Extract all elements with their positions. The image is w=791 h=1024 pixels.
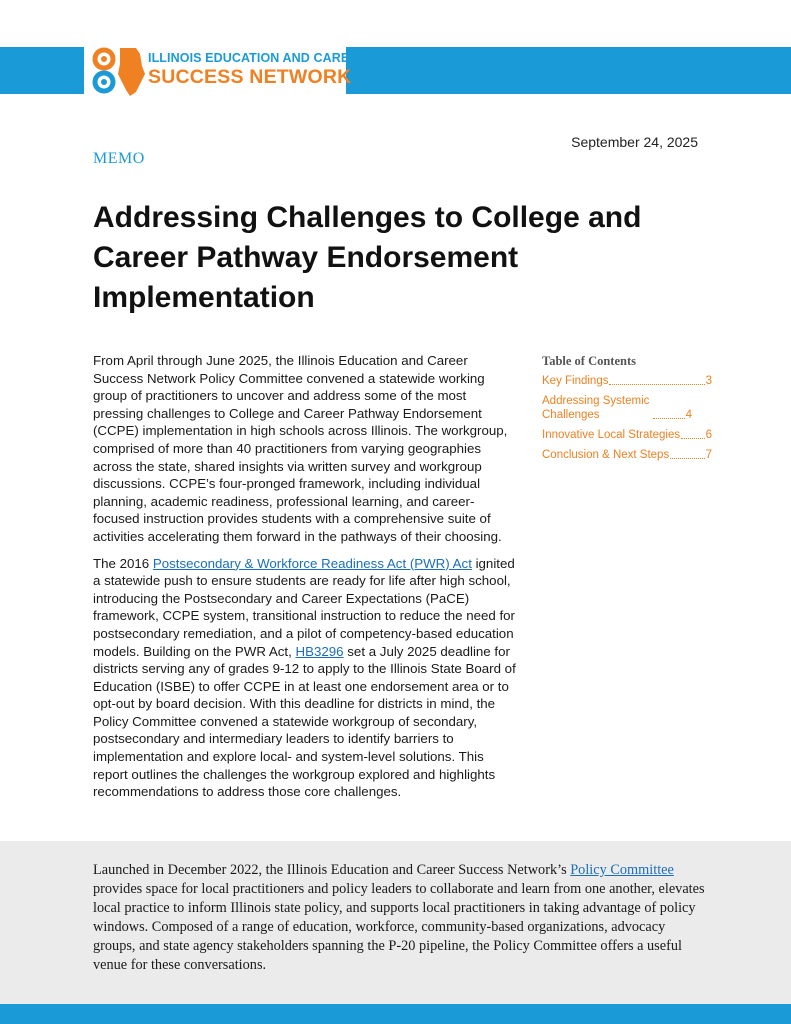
table-of-contents bbox=[542, 354, 712, 468]
memo-date: September 24, 2025 bbox=[571, 134, 698, 150]
toc-leader bbox=[670, 448, 704, 459]
pwr-paragraph bbox=[93, 555, 518, 801]
memo-label: MEMO bbox=[93, 150, 145, 167]
toc-item-page: 3 bbox=[705, 375, 712, 387]
footer-text-b: provides space for local practitioners and policy leaders to collaborate and learn from one another, elevates local practice to inform Illinois state policy, and supports local practitioners in taking advantage of policy windows. Composed of a range of education, workforce, community-based organizations, advocacy groups, and state agency stakeholders spanning the P-20 pipeline, the Policy Committee offers a useful venue for these conversations. bbox=[93, 881, 705, 973]
policy-committee-link[interactable]: Policy Committee bbox=[570, 862, 674, 878]
pwr-text-c: set a July 2025 deadline for districts serving any of grades 9-12 to apply to the Illinois State Board of Education (ISBE) to offer CCPE in at least one endorsement area or to opt-out by board decision. With this deadline for districts in mind, the Policy Committee convened a statewide workgroup of secondary, postsecondary and intermediary leaders to identify barriers to implementation and explore local- and system-level solutions. This report outlines the challenges the workgroup explored and highlights recommendations to address those core challenges. bbox=[93, 643, 516, 800]
toc-item-label: Key Findings bbox=[542, 375, 609, 387]
toc-item-conclusion[interactable] bbox=[542, 448, 712, 462]
body-text bbox=[93, 352, 518, 810]
toc-item-page: 4 bbox=[685, 409, 692, 421]
footer-text bbox=[93, 861, 705, 975]
toc-item-key-findings[interactable] bbox=[542, 374, 712, 388]
toc-item-local-strategies[interactable] bbox=[542, 428, 712, 442]
toc-item-label: Addressing Systemic Challenges bbox=[542, 395, 650, 421]
pwr-text-b: ignited a statewide push to ensure students are ready for life after high school, introducing the Postsecondary and Career Expectations (PaCE) framework, CCPE system, transitional instruction to reduce the need for postsecondary remediation, and a pilot of competency-based education models. Building on the PWR Act, bbox=[93, 555, 515, 659]
toc-item-systemic-challenges[interactable] bbox=[542, 394, 692, 422]
toc-leader bbox=[609, 374, 704, 385]
toc-leader bbox=[653, 418, 685, 419]
footer-band bbox=[0, 1004, 791, 1024]
pwr-act-link[interactable]: Postsecondary & Workforce Readiness Act (PWR) Act bbox=[152, 555, 472, 571]
intro-paragraph: From April through June 2025, the Illinois Education and Career Success Network Policy Committee convened a statewide working group of practitioners to uncover and address some of the most pressing challenges to College and Career Pathway Endorsement (CCPE) implementation in high schools across Illinois. The workgroup, comprised of more than 40 practitioners from varying geographies across the state, shared insights via written survey and workgroup discussions. CCPE’s four-pronged framework, including individual planning, academic readiness, professional learning, and career-focused instruction provides students with a comprehensive suite of activities accelerating them forward in the pathways of their choosing. bbox=[93, 353, 508, 544]
pwr-text-a: The 2016 bbox=[93, 555, 153, 571]
logo[interactable] bbox=[84, 40, 367, 100]
page-title: Addressing Challenges to College and Career Pathway Endorsement Implementation bbox=[93, 201, 642, 314]
hb3296-link[interactable]: HB3296 bbox=[295, 643, 344, 659]
network-logo-icon bbox=[90, 44, 150, 98]
toc-title: Table of Contents bbox=[542, 354, 636, 368]
toc-item-label: Innovative Local Strategies bbox=[542, 429, 681, 441]
toc-leader bbox=[681, 428, 705, 439]
logo-line-1: ILLINOIS EDUCATION AND CAREER bbox=[148, 51, 367, 65]
toc-item-label: Conclusion & Next Steps bbox=[542, 449, 670, 461]
toc-item-page: 6 bbox=[705, 429, 712, 441]
toc-item-page: 7 bbox=[705, 449, 712, 461]
logo-line-2: SUCCESS NETWORK bbox=[148, 66, 352, 88]
footer-text-a: Launched in December 2022, the Illinois Education and Career Success Network’s bbox=[93, 862, 571, 878]
